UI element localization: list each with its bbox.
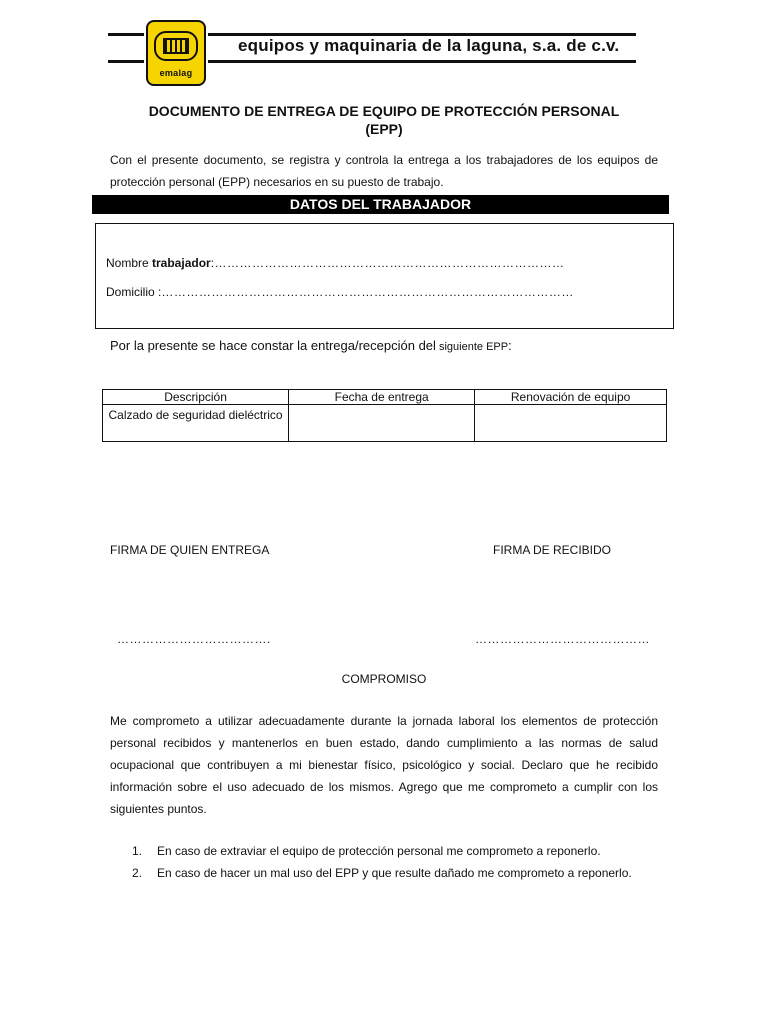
receiver-signature-label: FIRMA DE RECIBIDO — [493, 543, 612, 557]
list-item-number: 1. — [132, 844, 143, 858]
table-header-row — [103, 390, 667, 405]
cell-description: Calzado de seguridad dieléctrico — [103, 405, 289, 442]
logo-emblem-icon — [154, 31, 198, 61]
cell-renewal — [475, 405, 667, 442]
worker-address-label: Domicilio : — [106, 285, 162, 299]
delivery-intro-small: siguiente EPP — [435, 341, 509, 353]
company-name: equipos y maquinaria de la laguna, s.a. de c.v. — [238, 36, 620, 55]
list-item-text: En caso de hacer un mal uso del EPP y que resulte dañado me comprometo a reponerlo. — [157, 866, 632, 880]
delivery-intro-main: Por la presente se hace constar la entrega/recepción del — [110, 338, 436, 353]
delivery-intro-end: : — [508, 338, 512, 353]
column-header-renewal: Renovación de equipo — [475, 390, 667, 405]
list-item-text: En caso de extraviar el equipo de protección personal me comprometo a reponerlo. — [157, 844, 601, 858]
epp-table — [102, 389, 667, 442]
worker-name-label: Nombre — [106, 256, 153, 270]
receiver-signature-line: …………………………………… — [475, 632, 650, 646]
worker-address-field — [106, 285, 574, 299]
delivery-intro — [110, 338, 512, 353]
header-rule-bottom-right — [208, 60, 636, 63]
header-rule-bottom-left — [108, 60, 144, 63]
commitment-paragraph: Me comprometo a utilizar adecuadamente durante la jornada laboral los elementos de protección personal recibidos y mantenerlos en buen estado, dando cumplimiento a las normas de salud ocupacional que contribuyen a mi bienestar físico, psicológico y social. Declaro que he recibido información sobre el uso adecuado de los mismos. Agrego que me comprometo a cumplir con los siguientes puntos. — [110, 714, 658, 816]
worker-name-label-bold: trabajador — [152, 256, 211, 270]
worker-address-dots: ……………………………………………………………………………………… — [161, 285, 574, 299]
intro-paragraph: Con el presente documento, se registra y controla la entrega a los trabajadores de los equipos de protección personal (EPP) necesarios en su puesto de trabajo. — [110, 153, 658, 189]
document-title-line1: DOCUMENTO DE ENTREGA DE EQUIPO DE PROTECCIÓN PERSONAL — [148, 103, 620, 119]
document-title-line2: (EPP) — [365, 121, 403, 137]
deliverer-signature-line: ………………………………. — [117, 632, 271, 646]
column-header-date: Fecha de entrega — [289, 390, 475, 405]
company-logo — [146, 20, 206, 86]
worker-data-box — [95, 223, 674, 329]
column-header-description: Descripción — [103, 390, 289, 405]
section-heading-worker: DATOS DEL TRABAJADOR — [92, 195, 669, 214]
header-rule-top-left — [108, 33, 144, 36]
worker-name-dots: :………………………………………………………………………… — [210, 256, 565, 270]
list-item-number: 2. — [132, 866, 143, 880]
cell-date — [289, 405, 475, 442]
table-row — [103, 405, 667, 442]
worker-name-field — [106, 256, 565, 270]
logo-text: emalag — [159, 68, 193, 78]
deliverer-signature-label: FIRMA DE QUIEN ENTREGA — [110, 543, 270, 557]
commitment-title: COMPROMISO — [341, 672, 427, 686]
